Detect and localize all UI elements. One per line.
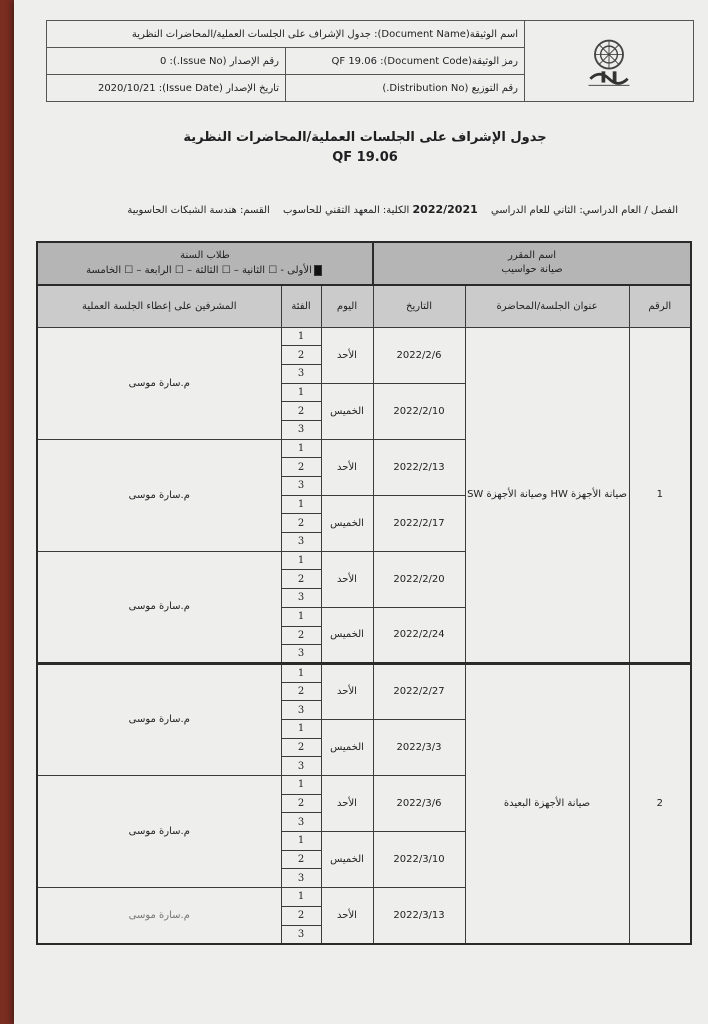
column-header-number: الرقم xyxy=(629,285,691,328)
session-day: الخميس xyxy=(321,495,373,551)
section-topic: صيانة الأجهزة البعيدة xyxy=(465,663,629,944)
document-header-table xyxy=(46,20,694,102)
group-number: 1 xyxy=(281,888,321,907)
session-day: الخميس xyxy=(321,607,373,663)
supervisor-name: م.سارة موسى xyxy=(37,551,281,663)
group-number: 1 xyxy=(281,776,321,795)
group-number: 3 xyxy=(281,701,321,720)
group-number: 1 xyxy=(281,327,321,346)
institution-logo xyxy=(525,21,694,102)
session-date: 2022/3/3 xyxy=(373,719,465,775)
group-number: 2 xyxy=(281,458,321,477)
course-name: صيانة حواسيب xyxy=(501,264,563,276)
group-number: 2 xyxy=(281,402,321,421)
group-number: 3 xyxy=(281,420,321,439)
group-number: 1 xyxy=(281,607,321,626)
group-number: 2 xyxy=(281,514,321,533)
session-date: 2022/2/13 xyxy=(373,439,465,495)
student-year-cell xyxy=(37,242,373,285)
session-day: الخميس xyxy=(321,719,373,775)
session-day: الخميس xyxy=(321,383,373,439)
session-date: 2022/2/24 xyxy=(373,607,465,663)
group-number: 2 xyxy=(281,906,321,925)
document-code-cell: رمز الوثيقة(Document Code): QF 19.06 xyxy=(286,48,525,75)
form-code: QF 19.06 xyxy=(332,150,398,165)
group-number: 3 xyxy=(281,813,321,832)
session-date: 2022/3/6 xyxy=(373,776,465,832)
group-number: 1 xyxy=(281,663,321,682)
session-date: 2022/2/27 xyxy=(373,663,465,719)
distribution-number-cell: رقم التوزيع (Distribution No.) xyxy=(286,75,525,102)
group-number: 2 xyxy=(281,738,321,757)
page-title: جدول الإشراف على الجلسات العملية/المحاضرات النظرية xyxy=(183,130,547,145)
group-number: 3 xyxy=(281,645,321,664)
session-date: 2022/2/20 xyxy=(373,551,465,607)
column-header-topic: عنوان الجلسة/المحاضرة xyxy=(465,285,629,328)
college-label: الكلية: المعهد التقني للحاسوب xyxy=(283,205,410,216)
session-day: الأحد xyxy=(321,439,373,495)
group-number: 3 xyxy=(281,757,321,776)
session-date: 2022/2/17 xyxy=(373,495,465,551)
group-number: 1 xyxy=(281,383,321,402)
session-date: 2022/2/6 xyxy=(373,327,465,383)
group-number: 1 xyxy=(281,551,321,570)
session-day: الأحد xyxy=(321,888,373,944)
course-info-line xyxy=(100,203,678,216)
department-label: القسم: هندسة الشبكات الحاسوبية xyxy=(127,205,270,216)
session-day: الأحد xyxy=(321,551,373,607)
column-header-supervisors: المشرفين على إعطاء الجلسة العملية xyxy=(37,285,281,328)
group-number: 3 xyxy=(281,364,321,383)
column-header-day: اليوم xyxy=(321,285,373,328)
supervisor-name: م.سارة موسى xyxy=(37,776,281,888)
section-number: 2 xyxy=(629,663,691,944)
group-number: 2 xyxy=(281,346,321,365)
supervisor-name: م.سارة موسى xyxy=(37,439,281,551)
issue-date-cell: تاريخ الإصدار (Issue Date): 2020/10/21 xyxy=(47,75,286,102)
course-label: اسم المقرر xyxy=(508,250,557,262)
course-name-cell xyxy=(373,242,691,285)
group-number: 1 xyxy=(281,495,321,514)
supervisor-name: م.سارة موسى xyxy=(37,663,281,775)
group-number: 2 xyxy=(281,626,321,645)
university-logo-icon xyxy=(579,34,639,90)
first-year-checkbox-icon[interactable] xyxy=(314,265,322,276)
column-header-group: الفئة xyxy=(281,285,321,328)
group-number: 2 xyxy=(281,850,321,869)
group-number: 3 xyxy=(281,477,321,496)
group-number: 2 xyxy=(281,682,321,701)
group-number: 3 xyxy=(281,533,321,552)
section-number: 1 xyxy=(629,327,691,663)
student-year-options: الأولى - ☐ الثانية – ☐ الثالثة – ☐ الرابعة – ☐ الخامسة xyxy=(86,265,312,277)
session-date: 2022/2/10 xyxy=(373,383,465,439)
group-number: 3 xyxy=(281,925,321,944)
issue-number-cell: رقم الإصدار (Issue No.): 0 xyxy=(47,48,286,75)
section-topic: صيانة الأجهزة HW وصيانة الأجهزة SW xyxy=(465,327,629,663)
group-number: 2 xyxy=(281,570,321,589)
session-day: الخميس xyxy=(321,832,373,888)
group-number: 3 xyxy=(281,869,321,888)
session-day: الأحد xyxy=(321,776,373,832)
group-number: 3 xyxy=(281,589,321,608)
semester-label: الفصل / العام الدراسي: الثاني للعام الدراسي xyxy=(490,205,678,216)
session-date: 2022/3/13 xyxy=(373,888,465,944)
group-number: 1 xyxy=(281,832,321,851)
session-day: الأحد xyxy=(321,327,373,383)
column-header-date: التاريخ xyxy=(373,285,465,328)
document-name-cell: اسم الوثيقة(Document Name): جدول الإشراف على الجلسات العملية/المحاضرات النظرية xyxy=(47,21,525,48)
supervision-schedule-table xyxy=(36,241,692,945)
group-number: 2 xyxy=(281,794,321,813)
session-date: 2022/3/10 xyxy=(373,832,465,888)
supervisor-name: م.سارة موسى xyxy=(37,327,281,439)
supervisor-name: م.سارة موسى xyxy=(37,888,281,944)
academic-year: 2022/2021 xyxy=(412,203,478,216)
student-year-label: طلاب السنة xyxy=(180,250,230,262)
group-number: 1 xyxy=(281,439,321,458)
group-number: 1 xyxy=(281,719,321,738)
session-day: الأحد xyxy=(321,663,373,719)
